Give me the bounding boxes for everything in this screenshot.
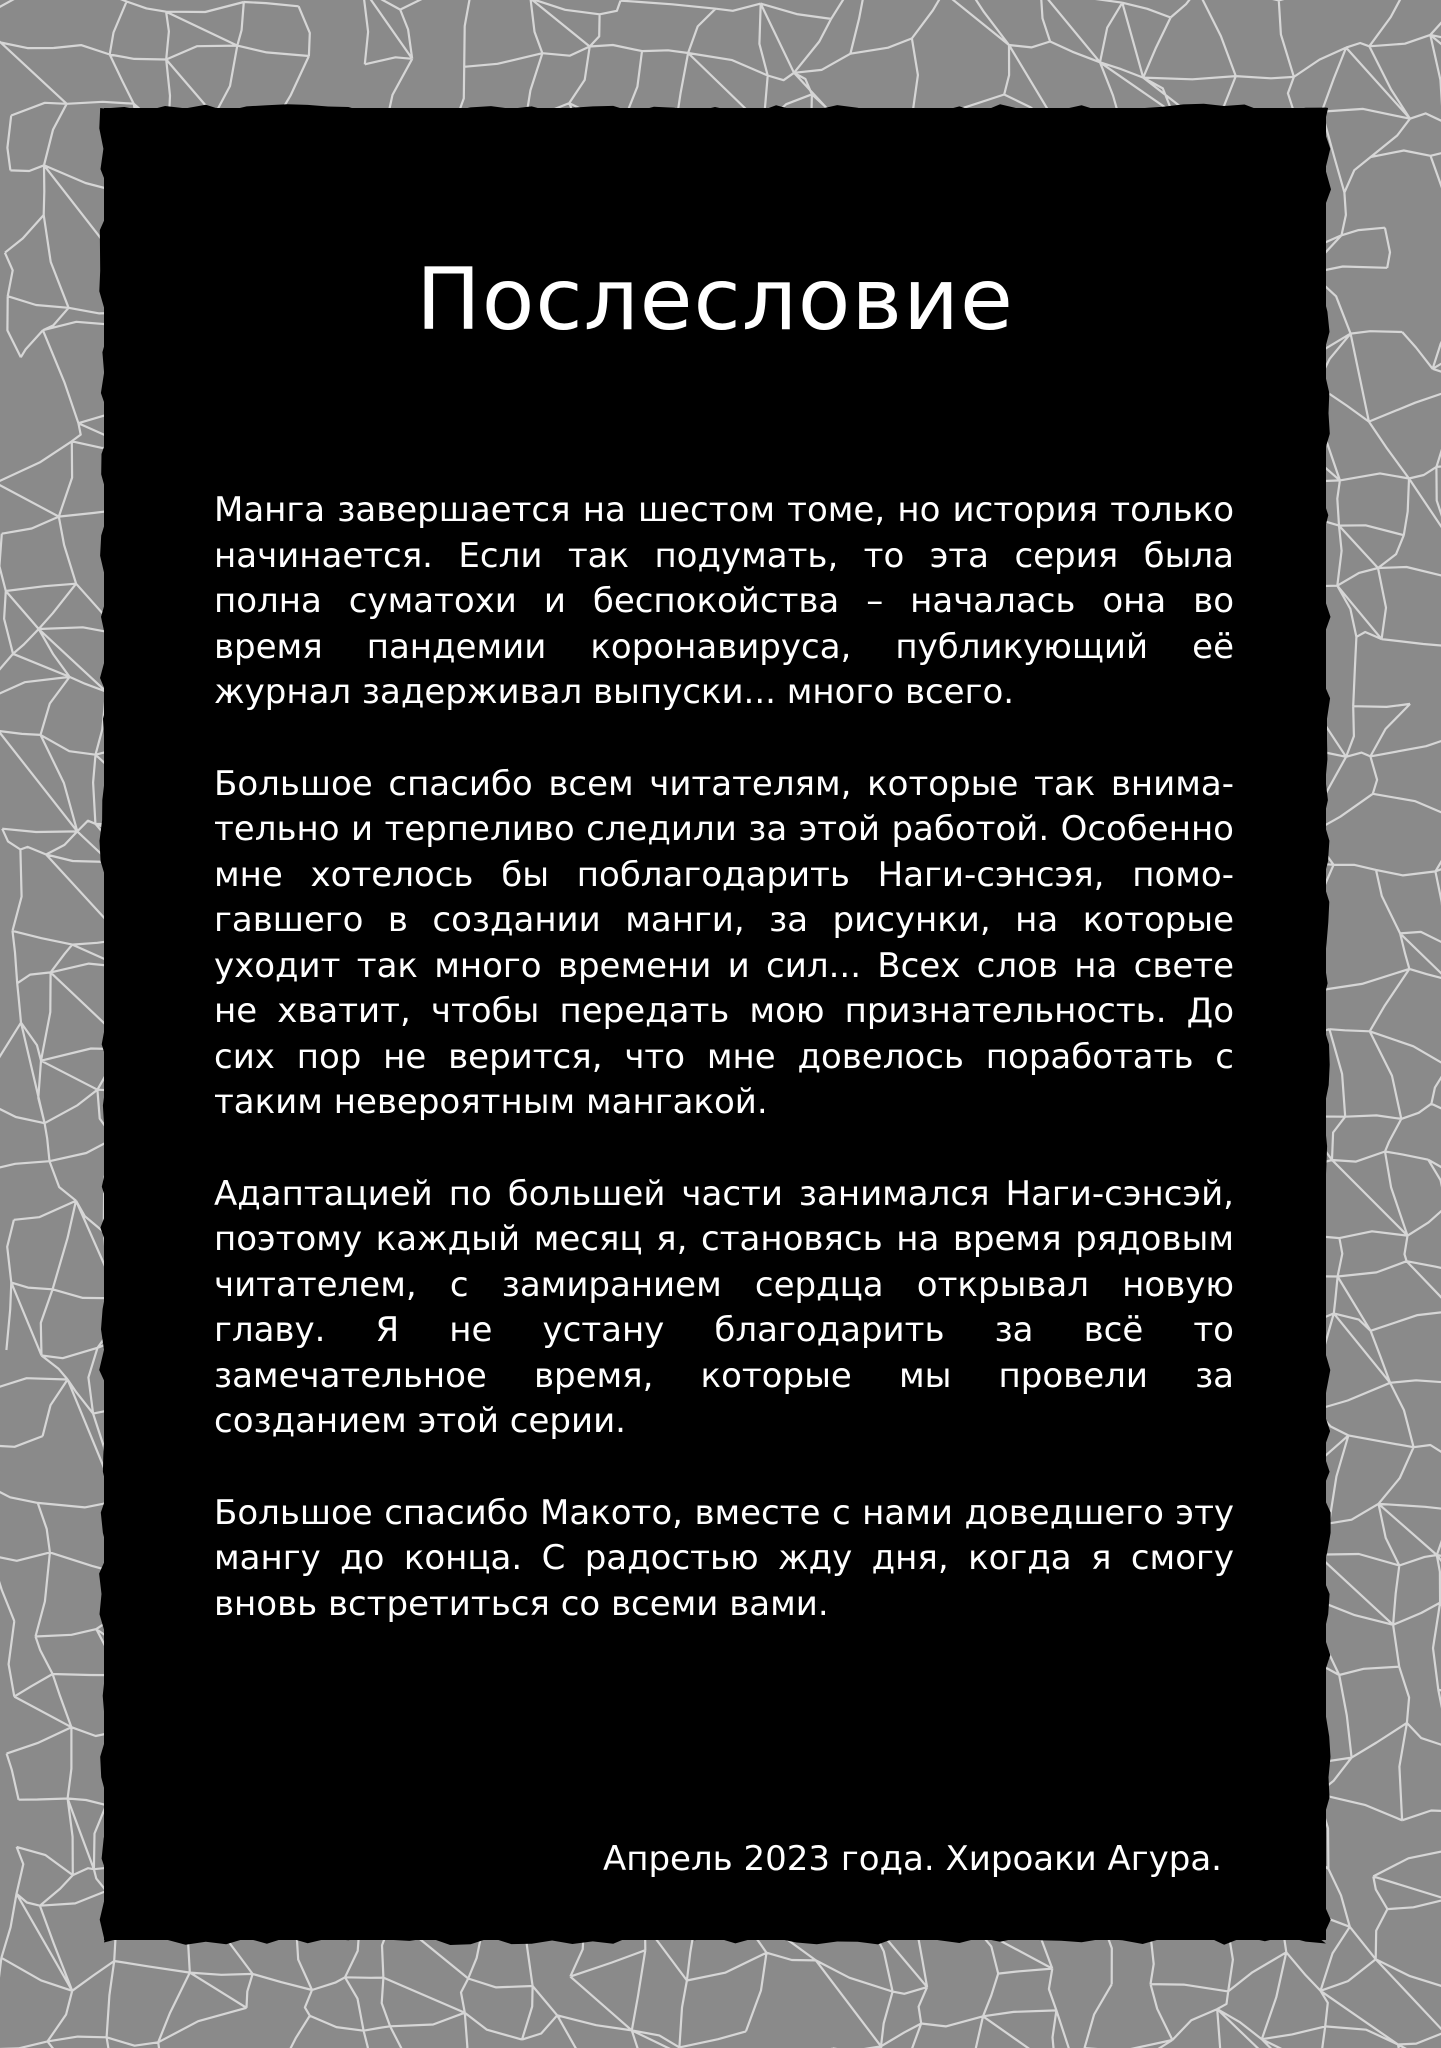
paragraph-4: Большое спасибо Макото, вместе с нами доведшего эту мангу до конца. С радостью жду дня, когда я смогу вновь встретиться со всеми вами. xyxy=(214,1492,1234,1624)
paragraph-3: Адаптацией по большей части занимался Наги-сэнсэй, поэтому каждый месяц я, становясь на время рядовым читателем, с замиранием сердца открывал новую главу. Я не устану благодарить за всё то замечательное время, которые мы провели за созданием этой серии. xyxy=(214,1173,1234,1441)
paragraph-1: Манга завершается на шестом томе, но история только начинается. Если так подумать, то эта серия была полна суматохи и беспокойства – началась она во время пандемии коронавируса, публикующий её журнал задерживал выпуски... много всего. xyxy=(214,490,1234,712)
afterword-body xyxy=(214,488,1234,1673)
page-title: Послесловие xyxy=(416,250,1014,350)
signature: Апрель 2023 года. Хироаки Агура. xyxy=(602,1839,1222,1879)
paragraph-2: Большое спасибо всем читателям, которые так внимательно и терпеливо следили за этой работой. Особенно мне хотелось бы поблагодарить Наги-сэнсэя, помогавшего в создании манги, за рисунки, на которые уходит так много времени и сил... Всех слов на свете не хватит, чтобы передать мою признательность. До сих пор не верится, что мне довелось поработать с таким невероятным мангакой. xyxy=(214,763,1234,1122)
afterword-panel xyxy=(104,108,1326,1940)
